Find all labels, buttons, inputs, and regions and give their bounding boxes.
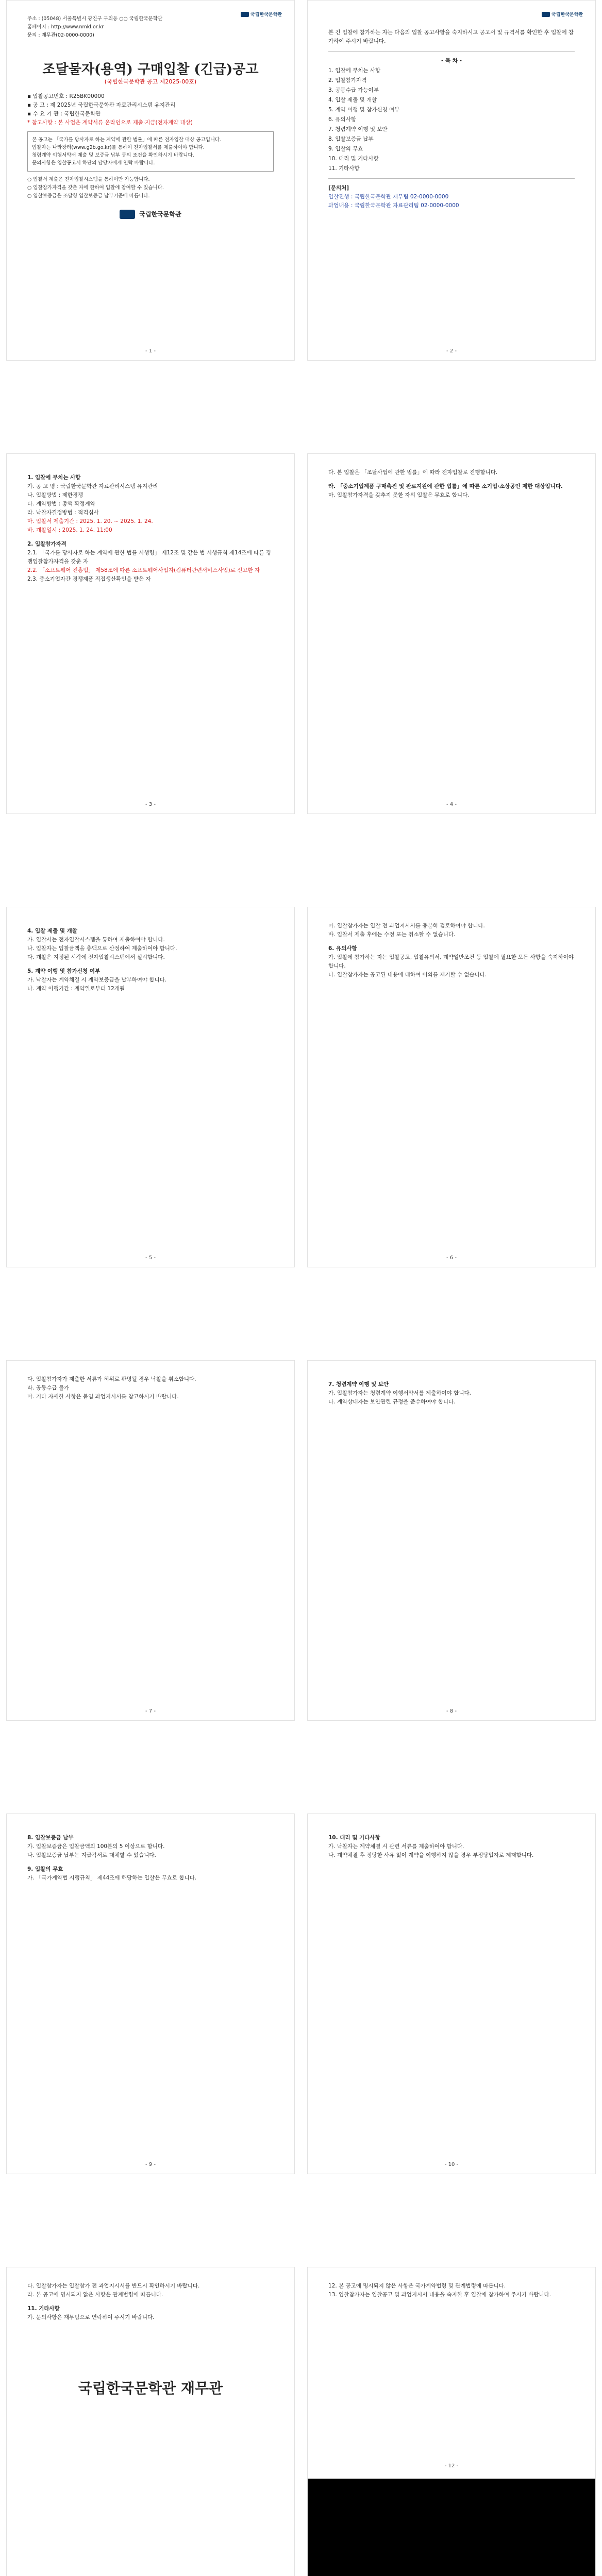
toc-item[interactable]: 3. 공동수급 가능여부	[328, 87, 379, 93]
section-heading: 4. 입찰 제출 및 개찰	[27, 928, 77, 934]
page-number: - 7 -	[145, 1708, 156, 1714]
page-title: 조달물자(용역) 구매입찰 (긴급)공고	[42, 62, 259, 77]
page-number: - 10 -	[444, 2162, 459, 2167]
section-heading: 10. 대리 및 기타사항	[328, 1835, 380, 1841]
page-number: - 1 -	[145, 348, 156, 354]
document-page-11: 다. 입찰참가자는 입찰참가 전 과업지시서를 반드시 확인하시기 바랍니다. 라. 본 공고에 명시되지 않은 사항은 관계법령에 따릅니다. 11. 기타사항 가. 문의사항은 재무팀으로 연락하여 주시기 바랍니다. 국립한국문학관 재무관	[6, 2267, 295, 2576]
section-heading: 6. 유의사항	[328, 945, 357, 952]
document-page-3: 1. 입찰에 부치는 사항 가. 공 고 명 : 국립한국문학관 자료관리시스템 유지관리 나. 입찰방법 : 제한경쟁 다. 계약방법 : 총액 확정계약 라. 낙찰자결정방법 : 적격심사 마. 입찰서 제출기간 : 2025. 1. 20. ~ 2025. 1. 24. 바. 개찰일시 : 2025. 1. 24. 11:00 2. 입찰참가자격 2.1. 「국가를 당사자로 하는 계약에 관한 법률 시행령」 제12조 및 같은 법 시행규칙 제14조에 따른 경쟁입찰참가자격을 갖춘 자 2.2. 「소프트웨어 진흥법」 제58조에 따른 소프트웨어사업자(컴퓨터관련서비스사업)로 신고한 자 2.3. 중소기업자간 경쟁제품 직접생산확인을 받은 자 - 3 -	[6, 453, 295, 814]
document-page-12: 12. 본 공고에 명시되지 않은 사항은 국가계약법령 및 관계법령에 따릅니다. 13. 입찰참가자는 입찰공고 및 과업지시서 내용을 숙지한 후 입찰에 참가하여 주시기 바랍니다. - 12 -	[307, 2267, 596, 2576]
blank-black-area	[308, 2479, 595, 2576]
document-page-2	[307, 0, 596, 361]
bid-summary: ▪ 입찰공고번호 : R25BK00000 ▪ 공 고 : 제 2025년 국립한국문학관 자료관리시스템 유지관리 ▪ 수 요 기 관 : 국립한국문학관	[27, 93, 176, 117]
logo-mark-icon	[241, 12, 249, 17]
logo: 국립한국문학관	[542, 11, 583, 18]
document-page-7: 다. 입찰참가자가 제출한 서류가 허위로 판명될 경우 낙찰을 취소합니다. 라. 공동수급 불가 마. 기타 자세한 사항은 붙임 과업지시서를 참고하시기 바랍니다. - 7 -	[6, 1360, 295, 1721]
notes-list: ○ 입찰서 제출은 전자입찰시스템을 통하여만 가능합니다. ○ 입찰참가자격을 갖춘 자에 한하여 입찰에 참여할 수 있습니다. ○ 입찰보증금은 조달청 입찰보증금 납부기준에 따릅니다.	[27, 177, 164, 199]
document-page-8: 7. 청렴계약 이행 및 보안 가. 입찰참가자는 청렴계약 이행서약서를 제출하여야 합니다. 나. 계약상대자는 보안관련 규정을 준수하여야 합니다. - 8 -	[307, 1360, 596, 1721]
toc-item[interactable]: 1. 입찰에 부치는 사항	[328, 67, 381, 74]
toc-item[interactable]: 4. 입찰 제출 및 개찰	[328, 97, 377, 103]
table-of-contents	[328, 66, 575, 173]
section-heading: 2. 입찰참가자격	[27, 541, 66, 547]
toc-item[interactable]: 11. 기타사항	[328, 165, 360, 172]
logo: 국립한국문학관	[241, 11, 282, 18]
document-page-9: 8. 입찰보증금 납부 가. 입찰보증금은 입찰금액의 100분의 5 이상으로 합니다. 나. 입찰보증금 납부는 지급각서로 대체할 수 있습니다. 9. 입찰의 무효 가. 「국가계약법 시행규칙」 제44조에 해당하는 입찰은 무효로 합니다. - 9 -	[6, 1814, 295, 2174]
document-page-6: 마. 입찰참가자는 입찰 전 과업지시서를 충분히 검토하여야 합니다. 바. 입찰서 제출 후에는 수정 또는 취소할 수 없습니다. 6. 유의사항 가. 입찰에 참가하는 자는 입찰공고, 입찰유의서, 계약일반조건 등 입찰에 필요한 모든 사항을 숙지하여야 합니다. 나. 입찰참가자는 공고된 내용에 대하여 이의를 제기할 수 없습니다. - 6 -	[307, 907, 596, 1267]
section-heading: 1. 입찰에 부치는 사항	[27, 474, 81, 481]
document-page-10: 10. 대리 및 기타사항 가. 낙찰자는 계약체결 시 관련 서류를 제출하여야 합니다. 나. 계약체결 후 정당한 사유 없이 계약을 이행하지 않을 경우 부정당업자로 제재합니다. - 10 -	[307, 1814, 596, 2174]
section-heading: 5. 계약 이행 및 참가신청 여부	[27, 968, 101, 974]
page-number: - 9 -	[145, 2162, 156, 2167]
contact-line: 과업내용 : 국립한국문학관 자료관리팀 02-0000-0000	[328, 202, 459, 209]
document-page-5: 4. 입찰 제출 및 개찰 가. 입찰서는 전자입찰시스템을 통하여 제출하여야 합니다. 나. 입찰자는 입찰금액을 총액으로 산정하여 제출하여야 합니다. 다. 개찰은 지정된 시각에 전자입찰시스템에서 실시합니다. 5. 계약 이행 및 참가신청 여부 가. 낙찰자는 계약체결 시 계약보증금을 납부하여야 합니다. 나. 계약 이행기간 : 계약일로부터 12개월 - 5 -	[6, 907, 295, 1267]
page-number: - 12 -	[444, 2463, 459, 2469]
header-address: 주소 : (05048) 서울특별시 광진구 구의동 ○○ 국립한국문학관 홈페이지 : http://www.nmkl.or.kr 문의 : 재무관(02-0000-0000)	[27, 16, 163, 38]
logo-mark-icon	[542, 12, 550, 17]
toc-item[interactable]: 5. 계약 이행 및 참가신청 여부	[328, 107, 400, 113]
toc-item[interactable]: 6. 유의사항	[328, 116, 356, 123]
contact-title: [문의처]	[328, 185, 349, 191]
toc-item[interactable]: 7. 청렴계약 이행 및 보안	[328, 126, 388, 132]
toc-item[interactable]: 10. 대리 및 기타사항	[328, 156, 379, 162]
toc-item[interactable]: 9. 입찰의 무효	[328, 146, 363, 152]
notice-box: 본 공고는 「국가를 당사자로 하는 계약에 관한 법률」에 따른 전자입찰 대상 공고입니다. 입찰자는 나라장터(www.g2b.go.kr)를 통하여 전자입찰서를 제출하여야 합니다. 청렴계약 이행서약서 제출 및 보증금 납부 등의 조건을 확인하시기 바랍니다. 문의사항은 입찰공고서 하단의 담당자에게 연락 바랍니다.	[27, 131, 274, 172]
page-subtitle: (국립한국문학관 공고 제2025-00호)	[104, 78, 197, 85]
toc-item[interactable]: 2. 입찰참가자격	[328, 77, 367, 83]
institution-seal: 국립한국문학관	[27, 210, 274, 219]
seal-icon	[120, 210, 135, 219]
section-heading: 11. 기타사항	[27, 2306, 60, 2312]
warning-note: * 참고사항 : 본 사업은 계약서류 온라인으로 제출·지급(전자계약 대상)	[27, 120, 193, 126]
page-number: - 5 -	[145, 1255, 156, 1261]
page-number: - 8 -	[446, 1708, 457, 1714]
page-number: - 6 -	[446, 1255, 457, 1261]
document-page-1	[6, 0, 295, 361]
section-heading: 9. 입찰의 무효	[27, 1866, 63, 1872]
section-heading: 8. 입찰보증금 납부	[27, 1835, 74, 1841]
page-number: - 2 -	[446, 348, 457, 354]
toc-title: - 목 차 -	[441, 58, 462, 64]
contact-line: 입찰진행 : 국립한국문학관 재무팀 02-0000-0000	[328, 194, 449, 200]
toc-item[interactable]: 8. 입찰보증금 납부	[328, 136, 374, 142]
signature-line: 국립한국문학관 재무관	[78, 2380, 223, 2397]
document-page-4: 다. 본 입찰은 「조달사업에 관한 법률」에 따라 전자입찰로 진행합니다. 라. 「중소기업제품 구매촉진 및 판로지원에 관한 법률」에 따른 소기업·소상공인 제한 대상입니다. 마. 입찰참가자격을 갖추지 못한 자의 입찰은 무효로 합니다. - 4 -	[307, 453, 596, 814]
intro-text: 본 긴 입찰에 참가하는 자는 다음의 입찰 공고사항을 숙지하시고 공고서 및 규격서를 확인한 후 입찰에 참가하여 주시기 바랍니다.	[328, 29, 574, 44]
page-number: - 4 -	[446, 802, 457, 807]
page-number: - 3 -	[145, 802, 156, 807]
section-heading: 7. 청렴계약 이행 및 보안	[328, 1381, 389, 1387]
